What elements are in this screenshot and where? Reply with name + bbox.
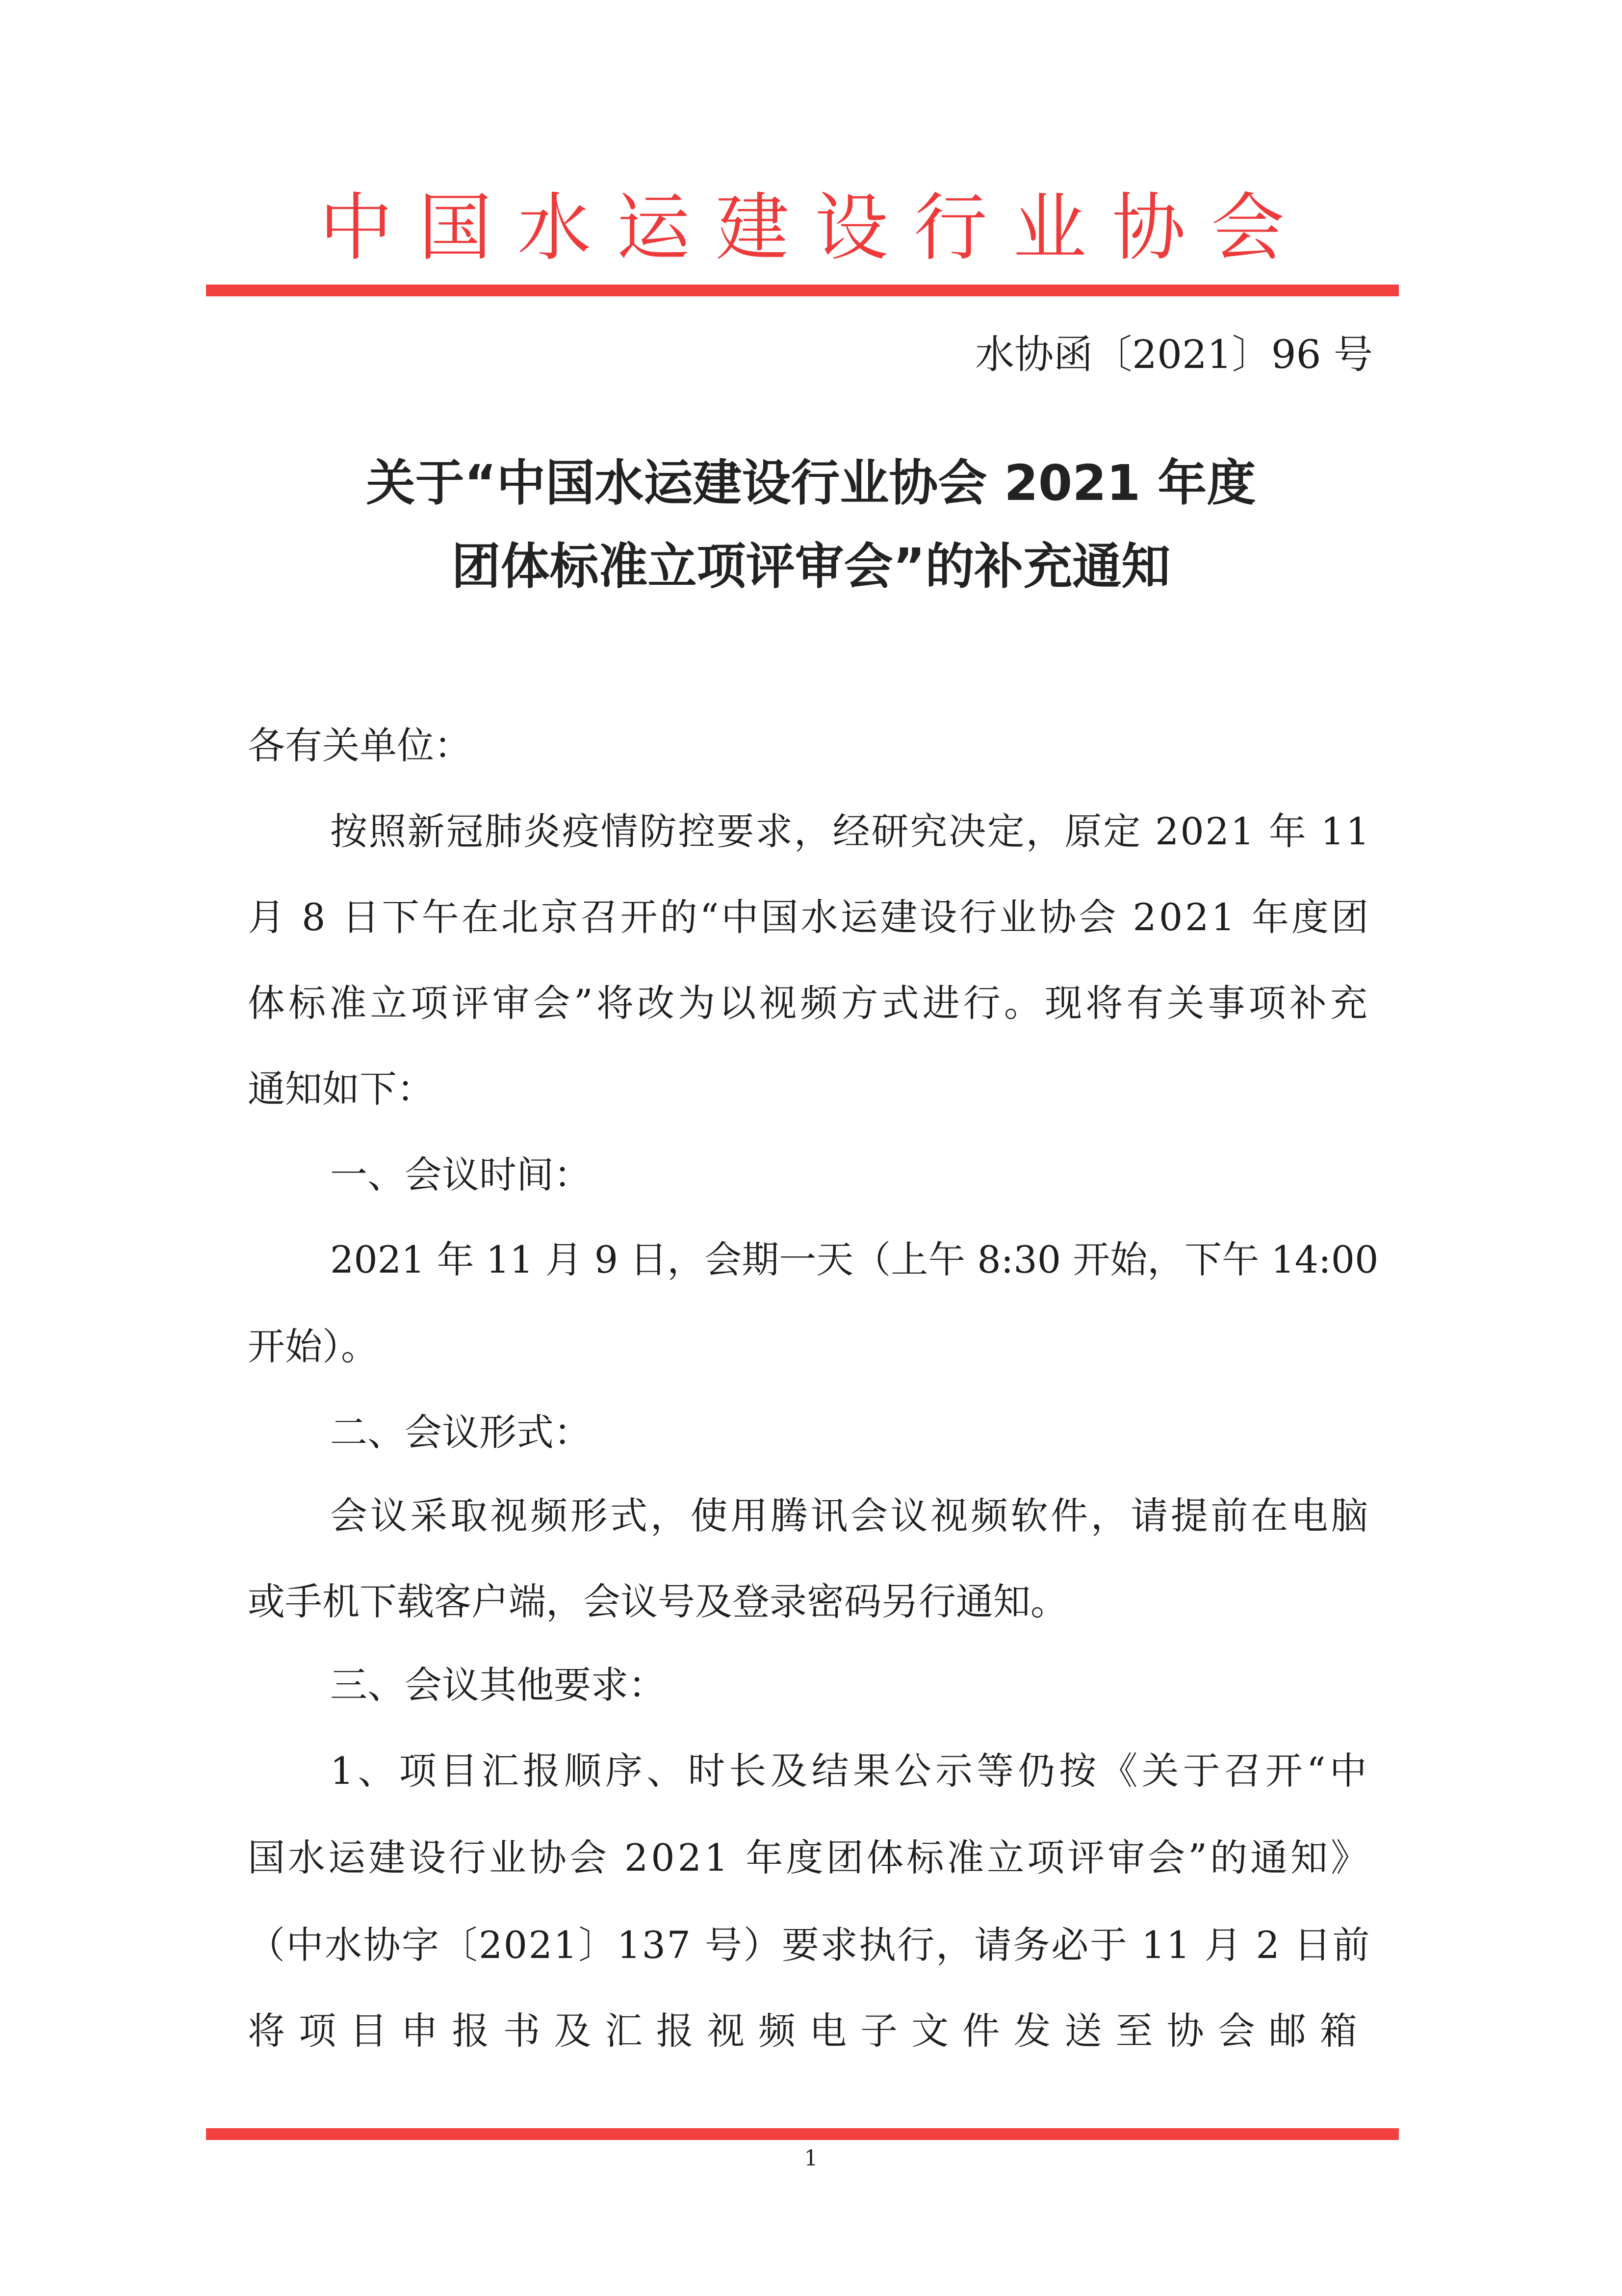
section-heading-time: 一、会议时间： — [330, 1153, 591, 1197]
masthead-org-name: 中国水运建设行业协会 — [319, 185, 1310, 271]
body-line: 或手机下载客户端，会议号及登录密码另行通知。 — [248, 1580, 1068, 1623]
section-heading-format: 二、会议形式： — [330, 1410, 591, 1454]
salutation: 各有关单位： — [248, 724, 471, 767]
body-line: 开始）。 — [248, 1325, 378, 1368]
body-line: 月 8 日下午在北京召开的“中国水运建设行业协会 2021 年度团 — [248, 895, 1371, 939]
body-line: 将项目申报书及汇报视频电子文件发送至协会邮箱 — [248, 2009, 1371, 2053]
masthead-red-rule — [206, 285, 1399, 296]
body-line: 按照新冠肺炎疫情防控要求，经研究决定，原定 2021 年 11 — [330, 809, 1371, 853]
document-title-line-1: 关于“中国水运建设行业协会 2021 年度 — [366, 454, 1256, 512]
body-line: 1、项目汇报顺序、时长及结果公示等仍按《关于召开“中 — [330, 1749, 1371, 1793]
page-number: 1 — [804, 2146, 818, 2171]
document-number: 水协函〔2021〕96 号 — [975, 332, 1373, 377]
body-line: 国水运建设行业协会 2021 年度团体标准立项评审会”的通知》 — [248, 1836, 1371, 1879]
body-line: 会议采取视频形式，使用腾讯会议视频软件，请提前在电脑 — [330, 1494, 1371, 1538]
footer-red-rule — [206, 2128, 1399, 2140]
body-line: 通知如下： — [248, 1067, 434, 1111]
document-title-line-2: 团体标准立项评审会”的补充通知 — [451, 538, 1171, 595]
body-line: 2021 年 11 月 9 日，会期一天（上午 8:30 开始，下午 14:00 — [330, 1238, 1379, 1281]
section-heading-requirements: 三、会议其他要求： — [330, 1663, 666, 1707]
body-line: （中水协字〔2021〕137 号）要求执行，请务必于 11 月 2 日前 — [248, 1923, 1371, 1967]
body-line: 体标准立项评审会”将改为以视频方式进行。现将有关事项补充 — [248, 981, 1371, 1025]
